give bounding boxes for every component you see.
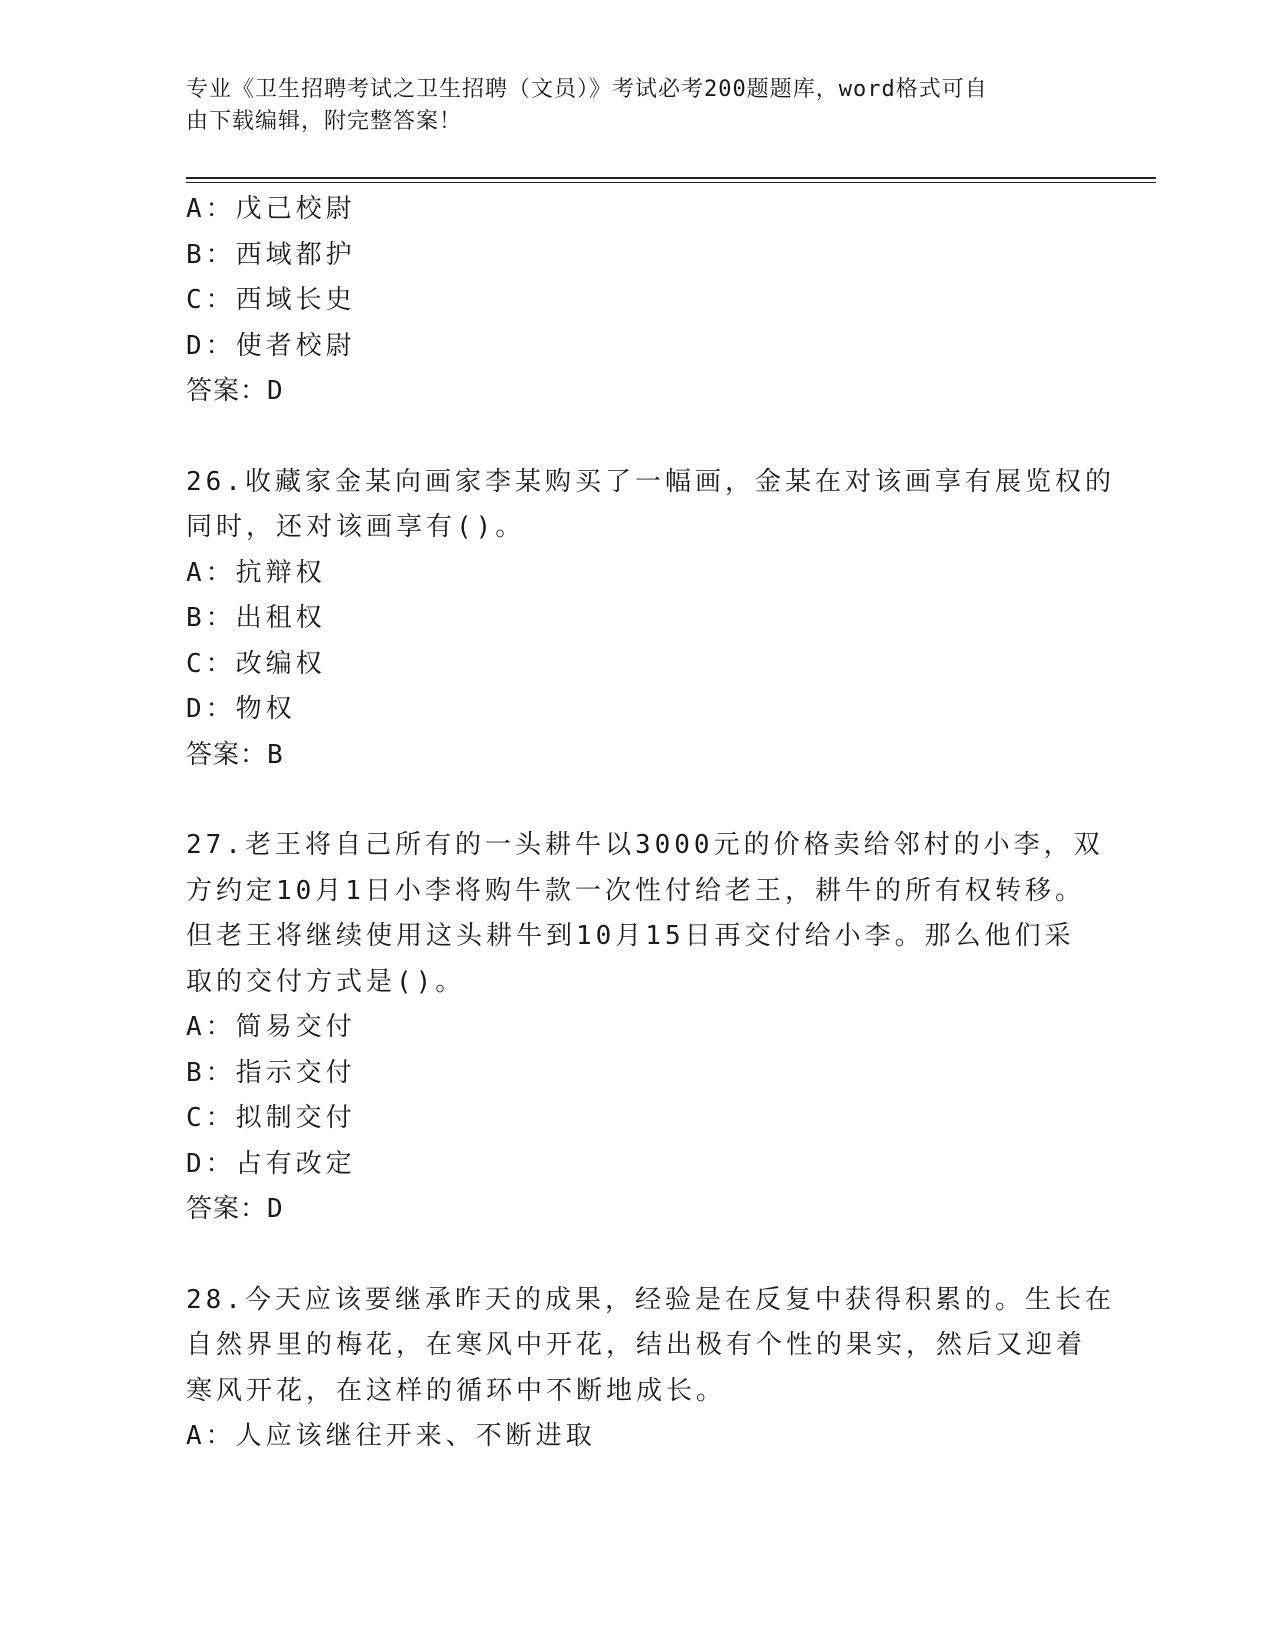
- option-c: C：改编权: [186, 648, 326, 679]
- option-d: D：使者校尉: [186, 330, 356, 361]
- question-stem-line: 寒风开花，在这样的循环中不断地成长。: [186, 1375, 727, 1406]
- spacer: [186, 415, 1086, 460]
- document-header: [186, 74, 1066, 138]
- question-stem-line: 28.今天应该要继承昨天的成果，经验是在反复中获得积累的。生长在: [186, 1284, 1115, 1315]
- option-c: C：拟制交付: [186, 1103, 356, 1133]
- question-26: [186, 460, 1115, 779]
- spacer: [186, 1233, 1086, 1278]
- answer-line: 答案：D: [186, 1194, 284, 1224]
- question-stem-line: 27.老王将自己所有的一头耕牛以3000元的价格卖给邻村的小李，双: [186, 830, 1104, 860]
- question-27: [186, 823, 1104, 1233]
- option-a: A：人应该继往开来、不断进取: [186, 1421, 596, 1451]
- question-stem-line: 26.收藏家金某向画家李某购买了一幅画，金某在对该画享有展览权的: [186, 466, 1115, 497]
- header-line: 专业《卫生招聘考试之卫生招聘（文员）》考试必考200题题库，word格式可自: [186, 77, 988, 102]
- question-stem-line: 自然界里的梅花，在寒风中开花，结出极有个性的果实，然后又迎着: [186, 1330, 1087, 1360]
- answer-line: 答案：B: [186, 739, 284, 770]
- question-25: [186, 187, 1086, 415]
- question-stem-line: 取的交付方式是()。: [186, 966, 466, 997]
- header-divider-thick: [186, 177, 1156, 179]
- question-stem-line: 同时，还对该画享有()。: [186, 512, 526, 542]
- option-b: B：指示交付: [186, 1057, 356, 1088]
- question-28: [186, 1278, 1115, 1460]
- question-stem-line: 但老王将继续使用这头耕牛到10月15日再交付给小李。那么他们采: [186, 921, 1075, 951]
- option-a: A：简易交付: [186, 1012, 356, 1042]
- answer-line: 答案：D: [186, 376, 284, 406]
- option-c: C：西域长史: [186, 285, 356, 315]
- question-list: [186, 187, 1115, 1460]
- spacer: [186, 778, 1086, 823]
- option-b: B：西域都护: [186, 239, 356, 270]
- option-a: A：抗辩权: [186, 557, 326, 588]
- question-stem-line: 方约定10月1日小李将购牛款一次性付给老王，耕牛的所有权转移。: [186, 875, 1085, 906]
- option-d: D：占有改定: [186, 1148, 356, 1179]
- option-a: A：戊己校尉: [186, 194, 356, 224]
- option-b: B：出租权: [186, 603, 326, 633]
- option-d: D：物权: [186, 694, 296, 724]
- header-divider-thin: [186, 182, 1156, 183]
- header-line: 由下载编辑，附完整答案！: [186, 109, 463, 134]
